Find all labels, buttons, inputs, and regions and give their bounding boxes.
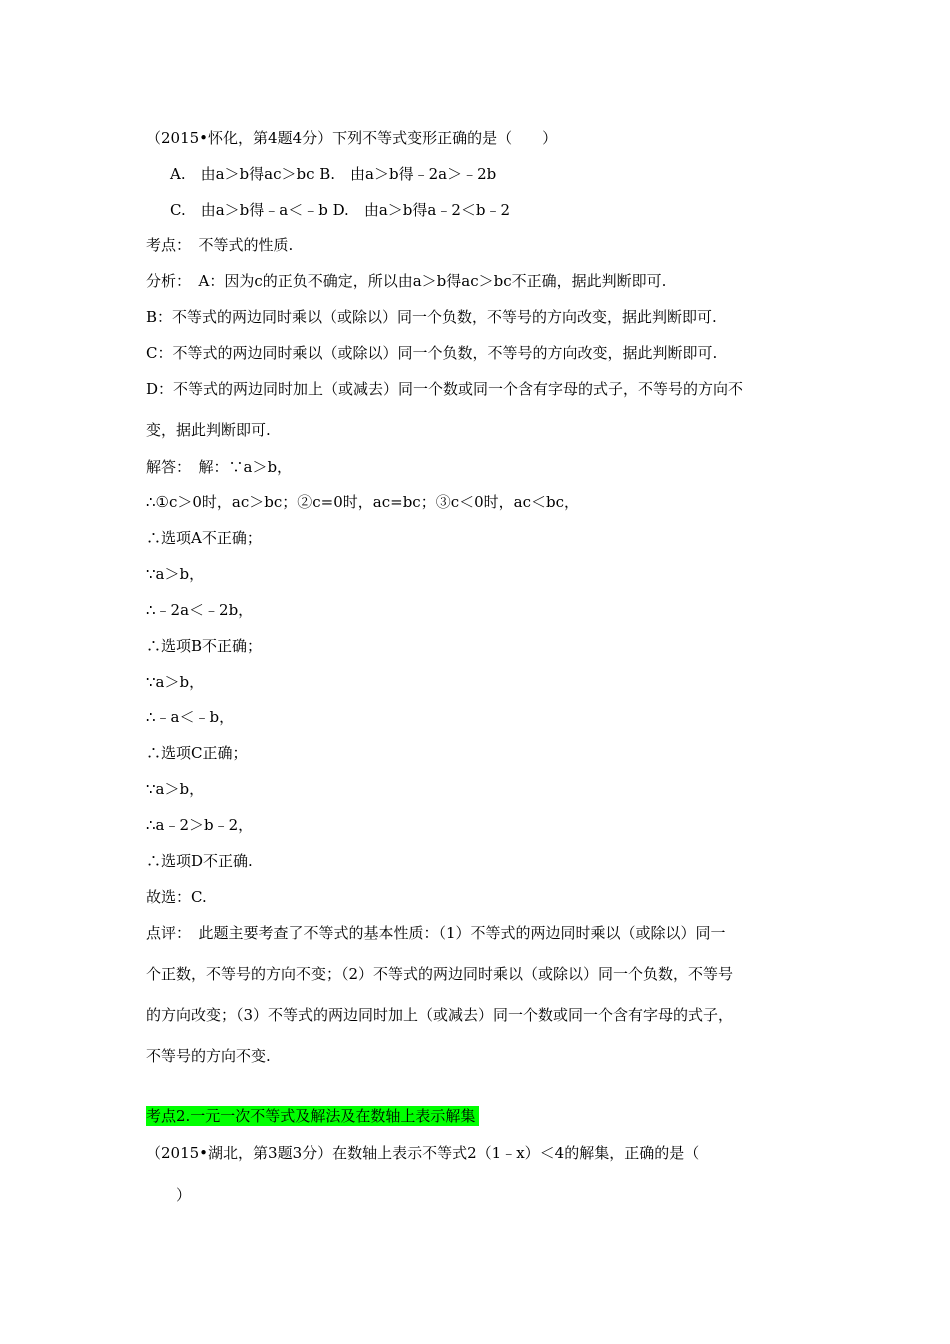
- solution-step-8: ∴选项C正确；: [146, 744, 248, 762]
- question-1-options-cd: C. 由a＞b得﹣a＜﹣b D. 由a＞b得a﹣2＜b﹣2: [170, 201, 511, 219]
- solution-step-7: ∴﹣a＜﹣b，: [146, 708, 235, 726]
- solution-step-2: ∴选项A不正确；: [146, 529, 262, 547]
- solution-step-3: ∵a＞b，: [146, 565, 205, 583]
- question-2-stem-line-1: （2015•湖北，第3题3分）在数轴上表示不等式2（1﹣x）＜4的解集，正确的是（: [146, 1144, 700, 1162]
- solution-step-5: ∴选项B不正确；: [146, 637, 263, 655]
- fenxi-d-line-1: D：不等式的两边同时加上（或减去）同一个数或同一个含有字母的式子，不等号的方向不: [146, 380, 744, 398]
- question-1-stem: （2015•怀化，第4题4分）下列不等式变形正确的是（ ）: [146, 129, 558, 147]
- question-2-stem-line-2: ）: [146, 1186, 192, 1204]
- dianping-line-3: 的方向改变；（3）不等式的两边同时加上（或减去）同一个数或同一个含有字母的式子，: [146, 1006, 734, 1024]
- fenxi-line: 分析： A：因为c的正负不确定，所以由a＞b得ac＞bc不正确，据此判断即可.: [146, 272, 667, 290]
- solution-step-6: ∵a＞b，: [146, 673, 205, 691]
- fenxi-b-line: B：不等式的两边同时乘以（或除以）同一个负数，不等号的方向改变，据此判断即可.: [146, 308, 717, 326]
- fenxi-d-line-2: 变，据此判断即可.: [146, 421, 271, 439]
- solution-step-1: ∴①c＞0时，ac＞bc；②c=0时，ac=bc；③c＜0时，ac＜bc，: [146, 493, 580, 511]
- jieda-line: 解答： 解：∵a＞b，: [146, 458, 293, 476]
- section-2-heading: 考点2.一元一次不等式及解法及在数轴上表示解集: [146, 1106, 479, 1126]
- dianping-line-2: 个正数，不等号的方向不变；（2）不等式的两边同时乘以（或除以）同一个负数，不等号: [146, 965, 734, 983]
- solution-step-9: ∵a＞b，: [146, 780, 205, 798]
- solution-step-10: ∴a﹣2＞b﹣2，: [146, 816, 254, 834]
- solution-step-11: ∴选项D不正确.: [146, 852, 253, 870]
- question-1-options-ab: A. 由a＞b得ac＞bc B. 由a＞b得﹣2a＞﹣2b: [170, 165, 497, 183]
- answer-line: 故选：C.: [146, 888, 207, 906]
- dianping-line-4: 不等号的方向不变.: [146, 1047, 271, 1065]
- kaodian-line: 考点： 不等式的性质.: [146, 236, 294, 254]
- fenxi-c-line: C：不等式的两边同时乘以（或除以）同一个负数，不等号的方向改变，据此判断即可.: [146, 344, 718, 362]
- solution-step-4: ∴﹣2a＜﹣2b，: [146, 601, 254, 619]
- dianping-line-1: 点评： 此题主要考查了不等式的基本性质：（1）不等式的两边同时乘以（或除以）同一: [146, 924, 726, 942]
